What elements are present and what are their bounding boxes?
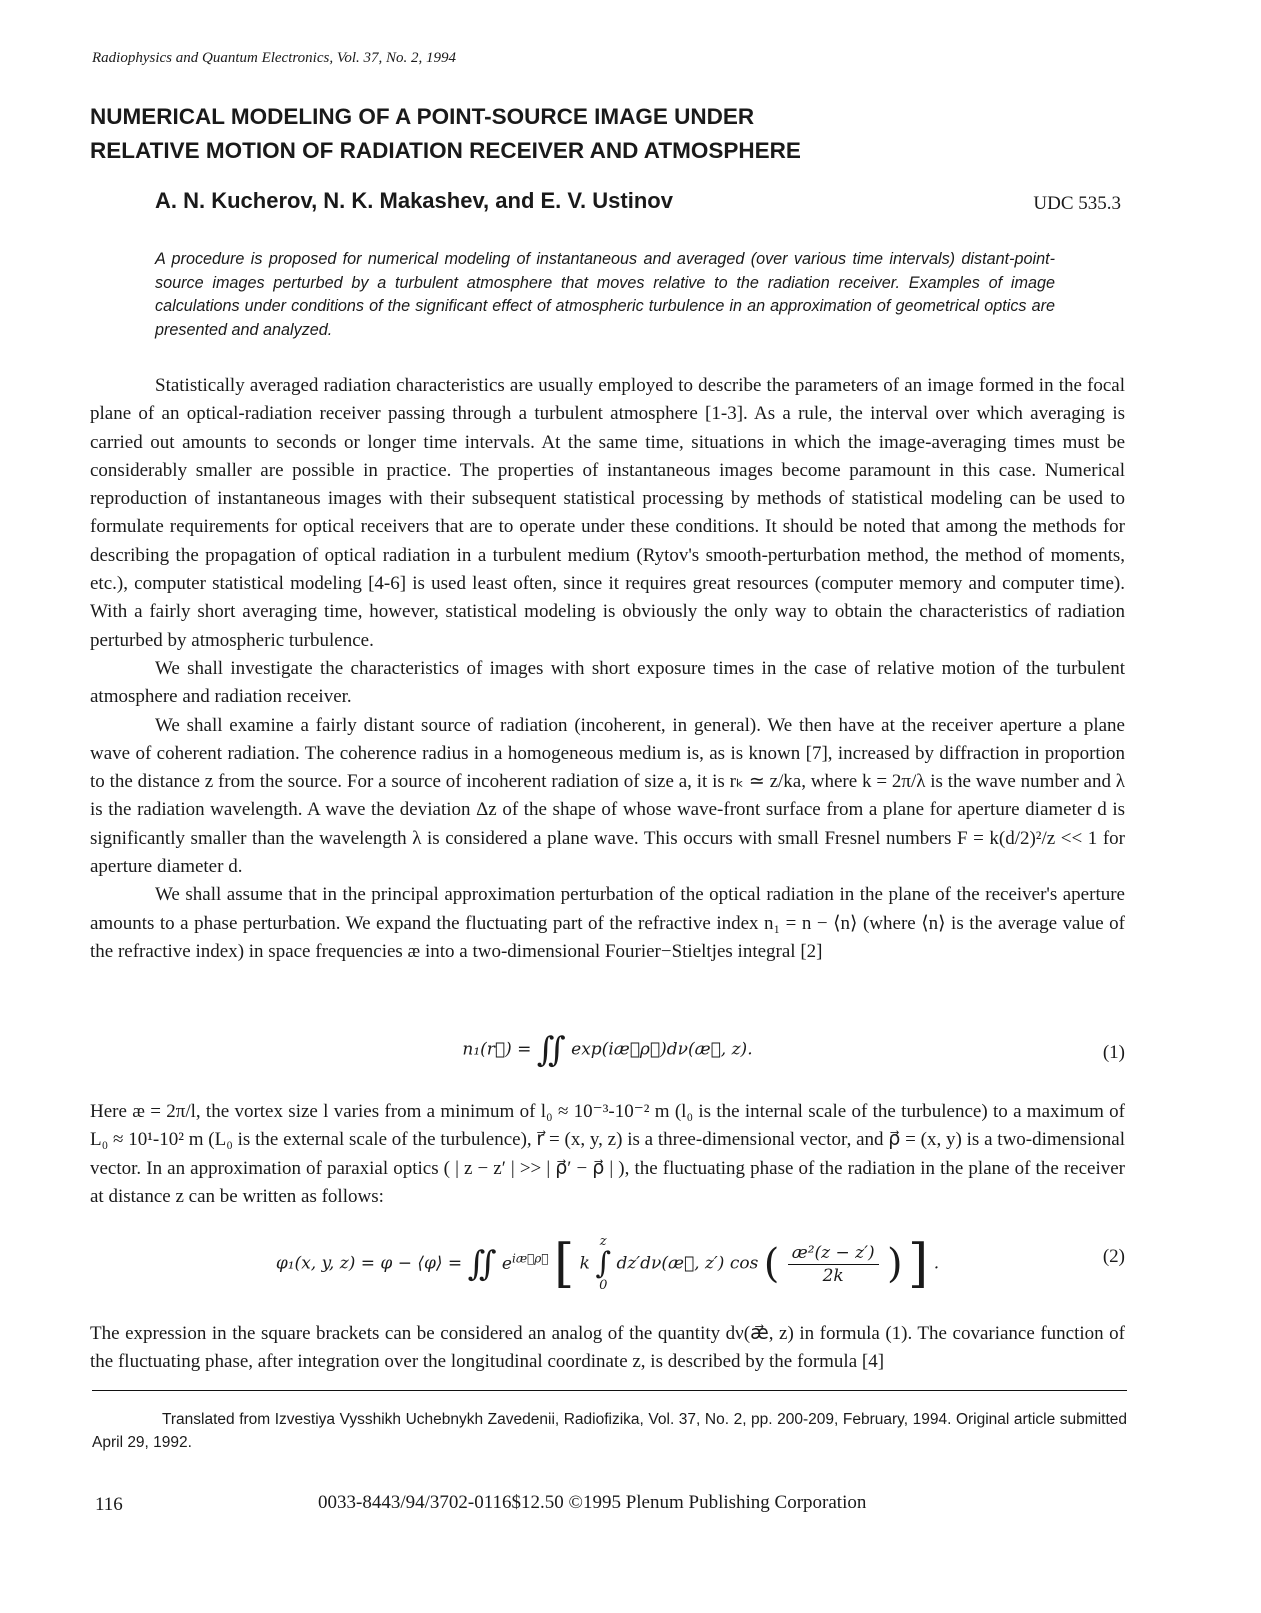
equation-1 [90, 1030, 1125, 1080]
definite-integral: z ∫ 0 [595, 1234, 612, 1294]
body-section-3 [90, 1320, 1125, 1377]
authors: A. N. Kucherov, N. K. Makashev, and E. V. Ustinov [155, 188, 673, 213]
body-section-2 [90, 1098, 1125, 1211]
paragraph-4: We shall assume that in the principal approximation perturbation of the optical radiation in the plane of the receiver's aperture amounts to a phase perturbation. We expand the fluctuating part of the refractive index n₁ = n − ⟨n⟩ (where ⟨n⟩ is the average value of the refractive index) in space frequencies æ into a two-dimensional Fourier−Stieltjes integral [2] [90, 884, 1125, 962]
eq2-exponential: $e^{iæ⃗\rho⃗}$ [501, 1251, 549, 1274]
footnote-divider [92, 1390, 1127, 1391]
udc-code: UDC 535.3 [1033, 193, 1121, 214]
title-line-2: RELATIVE MOTION OF RADIATION RECEIVER AND ATMOSPHERE [90, 138, 801, 163]
right-bracket: ] [908, 1234, 929, 1295]
translation-footnote: Translated from Izvestiya Vysshikh Uchebnykh Zavedenii, Radiofizika, Vol. 37, No. 2, pp. 200-209, February, 1994. Original article submitted April 29, 1992. [92, 1411, 1127, 1451]
body-section-1 [90, 372, 1125, 966]
equation-number-1: (1) [1102, 1042, 1125, 1063]
equation-number-2: (2) [1102, 1246, 1125, 1267]
title-line-1: NUMERICAL MODELING OF A POINT-SOURCE IMAGE UNDER [90, 104, 755, 129]
eq2-fraction: $\frac{\text{æ²(z − z′)}}{2k}$ [788, 1242, 879, 1287]
paragraph-1: Statistically averaged radiation characteristics are usually employed to describe the parameters of an image formed in the focal plane of an optical-radiation receiver passing through a turbulent atmosphere [1-3]. As a rule, the interval over which averaging is carried out amounts to seconds or longer time intervals. At the same time, situations in which the image-averaging times must be considerably smaller are possible in practice. The properties of instantaneous images become paramount in this case. Numerical reproduction of instantaneous images with their subsequent statistical processing by methods of statistical modeling can be used to formulate requirements for optical receivers that are to operate under these conditions. It should be noted that among the methods for describing the propagation of optical radiation in a turbulent medium (Rytov's smooth-perturbation method, the method of moments, etc.), computer statistical modeling [4-6] is used least often, since it requires great resources (computer memory and computer time). With a fairly short averaging time, however, statistical modeling is obviously the only way to obtain the characteristics of radiation perturbed by atmospheric turbulence. [90, 375, 1125, 651]
copyright-line: 0033-8443/94/3702-0116$12.50 ©1995 Plenum Publishing Corporation [318, 1492, 867, 1513]
journal-header: Radiophysics and Quantum Electronics, Vol. 37, No. 2, 1994 [92, 50, 456, 66]
equation-2: φ₁(x, y, z) = φ − ⟨φ⟩ = ∬ $e^{iæ⃗\rho⃗}$ [ k z ∫ 0 dz′dν(æ⃗, z′) cos ( $\frac{\text{æ²(z − z′)}}{2k}$ ) ] . (2) [275, 1234, 1125, 1295]
eq1-lhs: n₁(r⃗) = [462, 1039, 532, 1060]
double-integral-sign: ∬ [467, 1244, 497, 1285]
eq2-k: k [579, 1253, 590, 1274]
paragraph-6: The expression in the square brackets can be considered an analog of the quantity dν(æ⃗, z) in formula (1). The covariance function of the fluctuating phase, after integration over the longitudinal coordinate z, is described by the formula [4] [90, 1323, 1125, 1373]
paragraph-2: We shall investigate the characteristics of images with short exposure times in the case of relative motion of the turbulent atmosphere and radiation receiver. [90, 657, 1125, 708]
article-title [90, 100, 1090, 168]
double-integral-sign: ∬ [536, 1030, 566, 1070]
eq2-lhs: φ₁(x, y, z) = φ − ⟨φ⟩ = [275, 1253, 463, 1274]
left-bracket: [ [553, 1234, 575, 1295]
paragraph-3: We shall examine a fairly distant source of radiation (incoherent, in general). We then have at the receiver aperture a plane wave of coherent radiation. The coherence radius in a homogeneous medium is, as is known [7], increased by diffraction in proportion to the distance z from the source. For a source of incoherent radiation of size a, it is rₖ ≃ z/ka, where k = 2π/λ is the wave number and λ is the radiation wavelength. A wave the deviation Δz of the shape of whose wave-front surface from a plane for aperture diameter d is significantly smaller than the wavelength λ is considered a plane wave. This occurs with small Fresnel numbers F = k(d/2)²/z << 1 for aperture diameter d. [90, 714, 1125, 878]
eq2-integrand: dz′dν(æ⃗, z′) cos [616, 1253, 759, 1274]
eq1-rhs: exp(iæ⃗ρ⃗)dν(æ⃗, z). [571, 1039, 753, 1060]
paragraph-5: Here æ = 2π/l, the vortex size l varies from a minimum of l₀ ≈ 10⁻³-10⁻² m (l₀ is the internal scale of the turbulence) to a maximum of L₀ ≈ 10¹-10² m (L₀ is the external scale of the turbulence), r⃗ = (x, y, z) is a three-dimensional vector, and ρ⃗ = (x, y) is a two-dimensional vector. In an approximation of paraxial optics ( | z − z′ | >> | ρ⃗′ − ρ⃗ | ), the fluctuating phase of the radiation in the plane of the receiver at distance z can be written as follows: [90, 1101, 1125, 1207]
abstract: A procedure is proposed for numerical modeling of instantaneous and averaged (over various time intervals) distant-point-source images perturbed by a turbulent atmosphere that moves relative to the radiation receiver. Examples of image calculations under conditions of the significant effect of atmospheric turbulence in an approximation of geometrical optics are presented and analyzed. [155, 250, 1055, 339]
page-number: 116 [95, 1494, 123, 1515]
